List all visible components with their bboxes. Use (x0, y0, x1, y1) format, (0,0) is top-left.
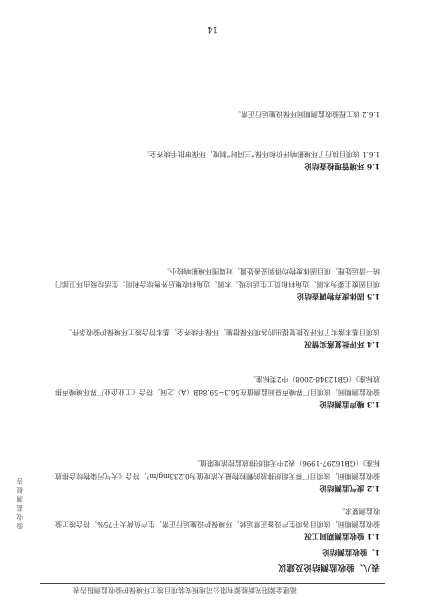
s16-title: 1.6 环境管理检查结论 (304, 162, 380, 171)
part-title: 1、验收监测结论 (322, 548, 380, 557)
s15-title: 1.5 固体废弃物调查结论 (296, 292, 380, 301)
page-number: 14 (207, 25, 218, 34)
s13-text: 验收监测期间，该项目厂界噪声昼间监测值在56.3~59.8dB（A）之间，符合《工业企业厂界环境噪声排放标准》（GB12348-2008）中2类标准。 (55, 375, 380, 396)
report-header: 福建金源阳光新能源有限公司地板安装项目竣工环境保护验收监测报告表 (73, 586, 297, 594)
s15-text: 项目固废主要为木屑、边角料和员工生活垃圾。木屑、边角料收集后外售综合利用；生活垃圾由环卫部门统一清运处理，项目固体废物均得到妥善处置，对周围环境影响较小。 (55, 267, 380, 288)
s16-item-1: 1.6.1 该项目执行了环境影响评价和环保“三同时”制度，环保审批手续齐全。 (142, 150, 380, 158)
side-note: 验收监测报告 (16, 477, 23, 530)
s14-text: 该项目基本落实了环评及批复提出的各项环保措施，环保手续齐全，基本符合竣工环境保护验收条件。 (65, 328, 380, 336)
s14-title: 1.4 环评批复落实情况 (304, 340, 380, 349)
s12-text: 验收监测期间，该项目厂界无组织排放的颗粒物最大浓度值为0.233mg/m³，符合《大气污染物综合排放标准》（GB16297-1996）表2中无组织排放监控浓度限值。 (55, 459, 380, 480)
section-title: 表八、验收监测结论及建议 (277, 562, 380, 572)
s11-text: 验收监测期间，该项目各项生产设备正常运转，环境保护设施运行正常，生产负荷大于75%，符合竣工验收监测要求。 (55, 507, 380, 528)
s13-title: 1.3 噪声监测结论 (319, 400, 380, 409)
header-rule (40, 583, 385, 584)
s11-title: 1.1 验收监测期间工况 (304, 532, 380, 541)
s16-item-2: 1.6.2 该工程验收监测期间环保设施运行正常。 (233, 110, 380, 118)
s12-title: 1.2 废气监测结论 (319, 484, 380, 493)
